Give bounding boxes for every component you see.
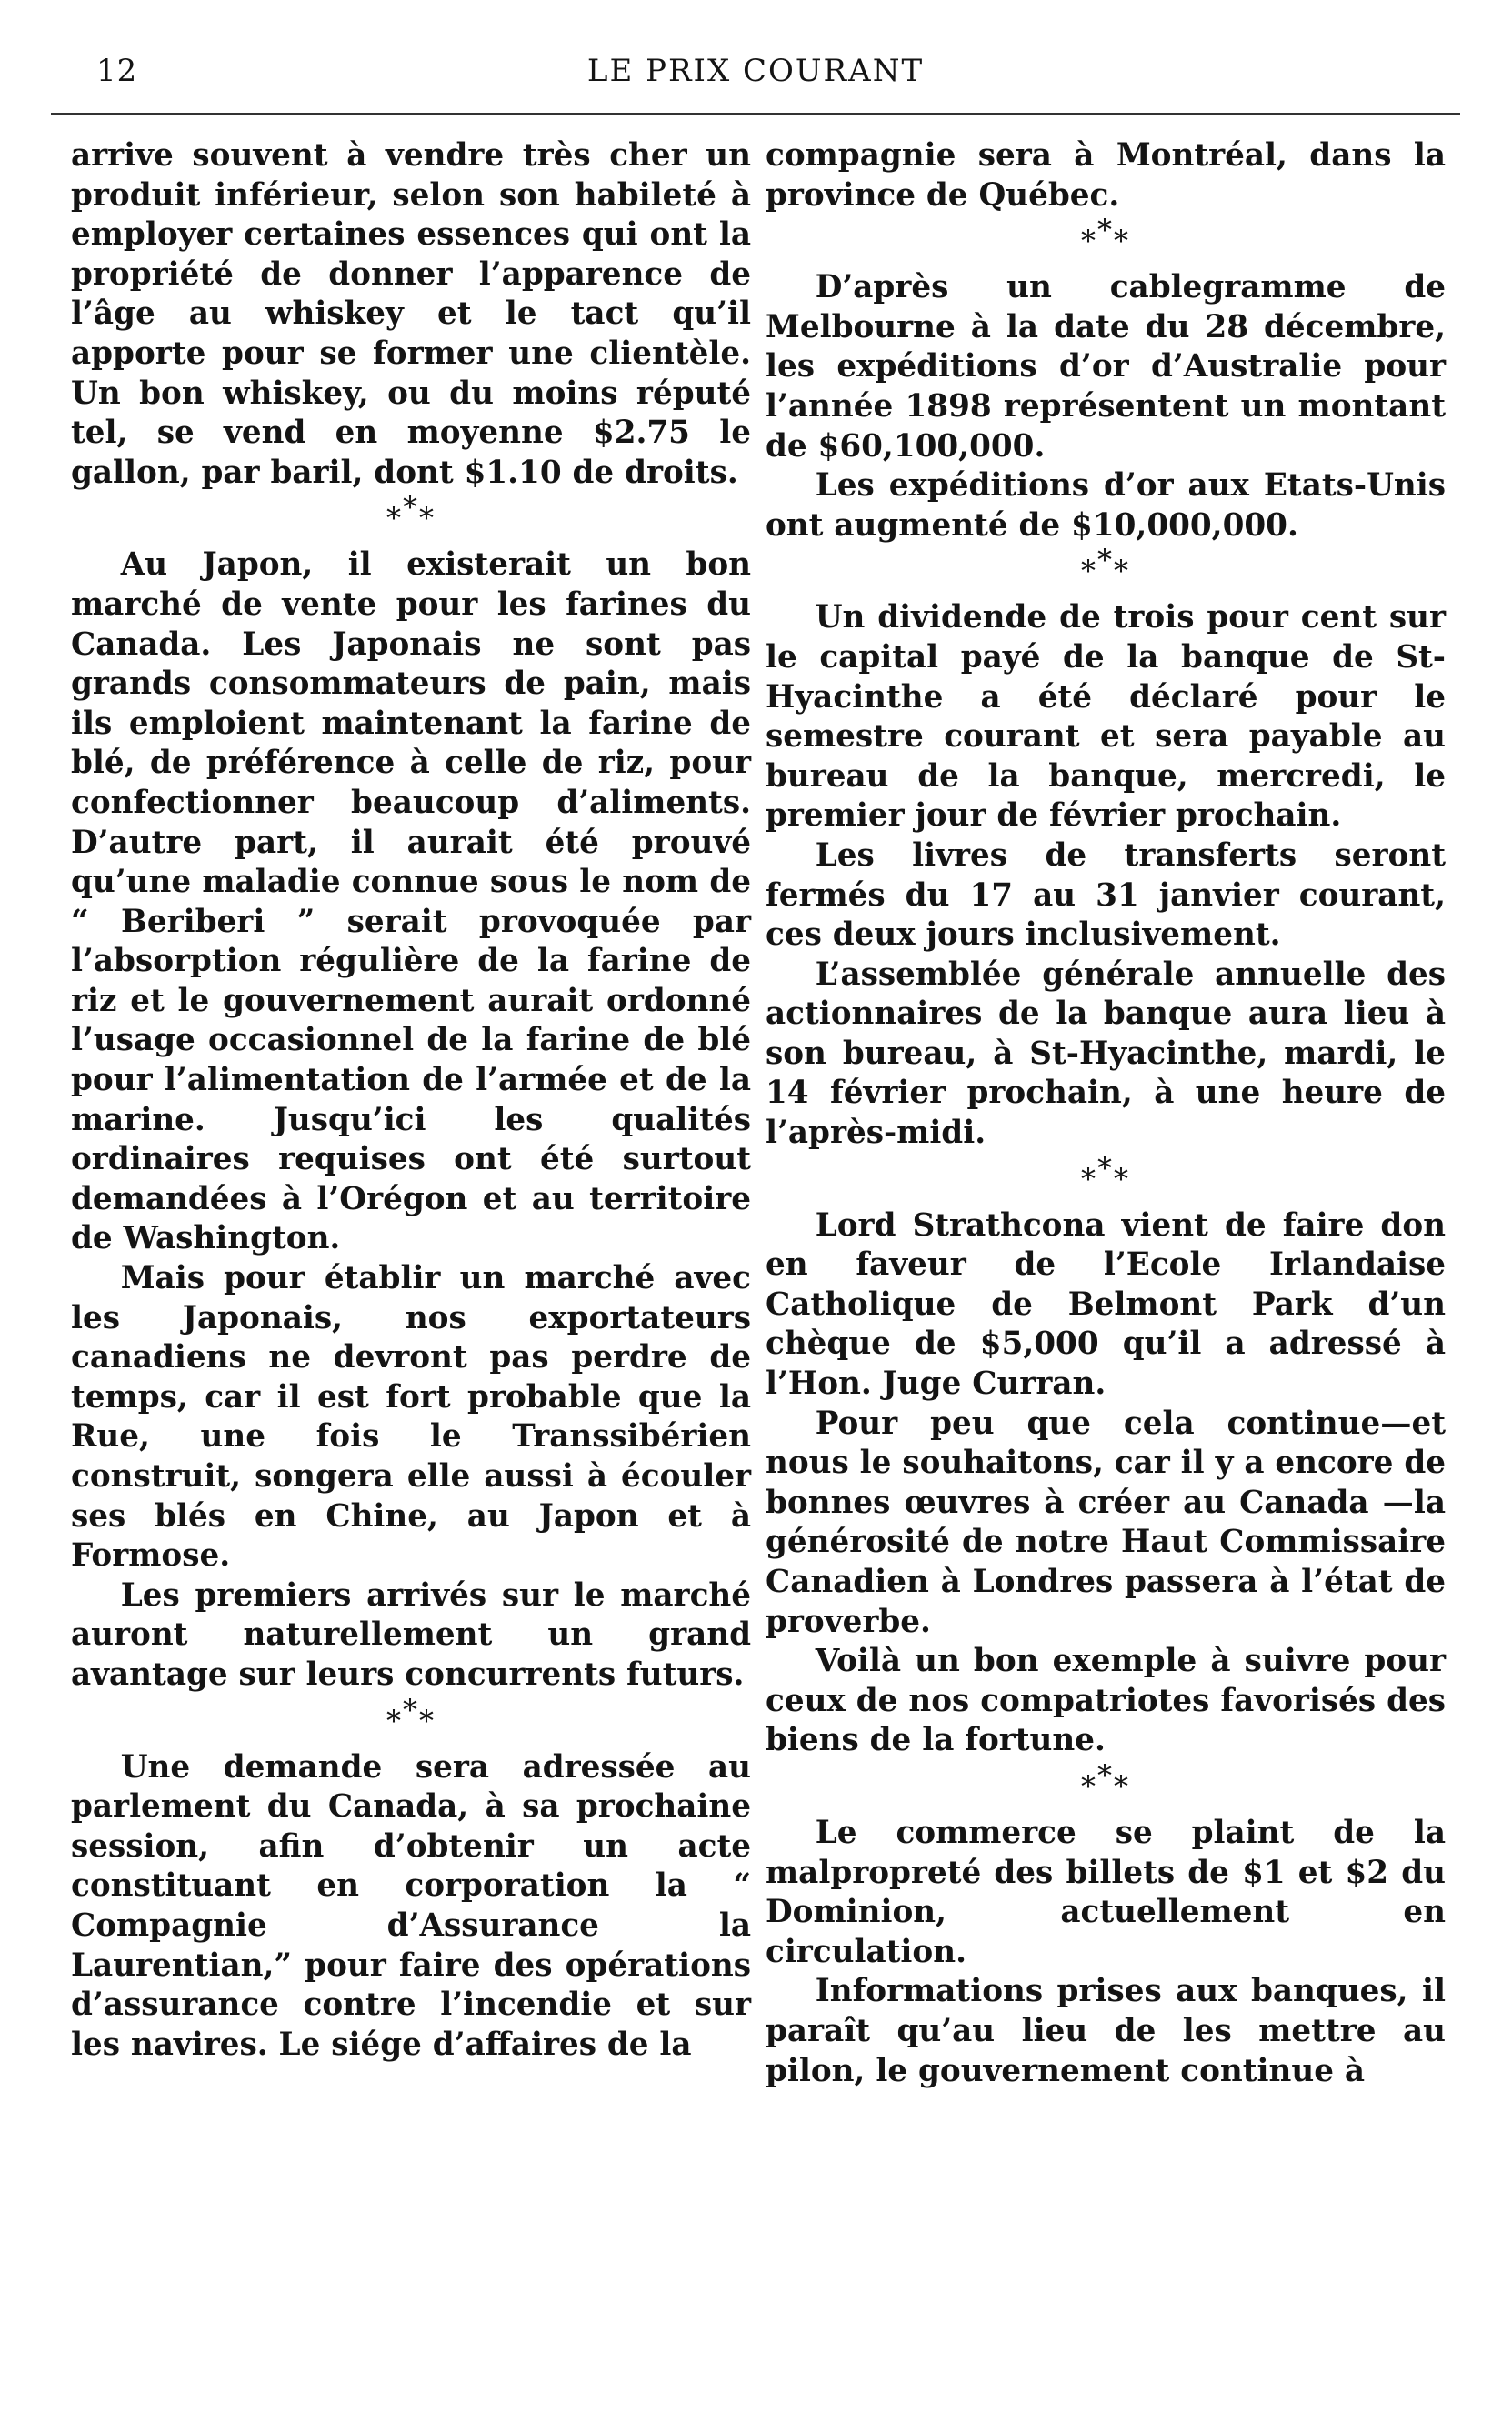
article-paragraph: Une demande sera adressée au parlement du Canada, à sa prochaine session, afin d’obtenir un acte constituant en corporation la “ Compagnie d’Assurance la Laurentian,” pour faire des opérations d’assurance contre l’incendie et sur les navires. Le siége d’affaires de la [71, 1748, 751, 2063]
article-paragraph: L’assemblée générale annuelle des actionnaires de la banque aura lieu à son bureau, à St-Hyacinthe, mardi, le 14 février prochain, à une heure de l’après-midi. [766, 956, 1446, 1152]
article-paragraph: Mais pour établir un marché avec les Japonais, nos exportateurs canadiens ne devront pas perdre de temps, car il est fort probable que la Rue, une fois le Transsibérien construit, songera elle aussi à écouler ses blés en Chine, au Japon et à Formose. [71, 1260, 751, 1575]
article-paragraph: Les expéditions d’or aux Etats-Unis ont augmenté de $10,000,000. [766, 467, 1446, 544]
article-paragraph: Voilà un bon exemple à suivre pour ceux de nos compatriotes favorisés des biens de la fortune. [766, 1643, 1446, 1759]
header-rule [51, 113, 1460, 115]
article-paragraph: Pour peu que cela continue—et nous le souhaitons, car il y a encore de bonnes œuvres à créer au Canada —la générosité de notre Haut Commissaire Canadien à Londres passera à l’état de proverbe. [766, 1405, 1446, 1640]
page-number: 12 [96, 53, 138, 89]
article-paragraph: D’après un cablegramme de Melbourne à la date du 28 décembre, les expéditions d’or d’Australie pour l’année 1898 représentent un montant de $60,100,000. [766, 269, 1446, 465]
section-separator: *** [1081, 1757, 1130, 1804]
article-paragraph: Informations prises aux banques, il paraît qu’au lieu de les mettre au pilon, le gouvernement continue à [766, 1973, 1446, 2089]
page-header [51, 53, 1460, 107]
section-separator: *** [386, 1692, 436, 1738]
left-column [71, 136, 751, 2065]
section-separator: *** [386, 490, 436, 536]
article-paragraph: Lord Strathcona vient de faire don en faveur de l’Ecole Irlandaise Catholique de Belmont Park d’un chèque de $5,000 qu’il a adressé à l’Hon. Juge Curran. [766, 1206, 1446, 1403]
section-separator: *** [1081, 543, 1130, 589]
article-paragraph: Les livres de transferts seront fermés du 17 au 31 janvier courant, ces deux jours inclusivement. [766, 836, 1446, 954]
journal-title: LE PRIX COURANT [586, 53, 925, 89]
article-paragraph: Les premiers arrivés sur le marché auront naturellement un grand avantage sur leurs concurrents futurs. [71, 1576, 751, 1693]
article-paragraph: Un dividende de trois pour cent sur le capital payé de la banque de St-Hyacinthe a été déclaré pour le semestre courant et sera payable au bureau de la banque, mercredi, le premier jour de février prochain. [766, 599, 1446, 835]
article-paragraph: arrive souvent à vendre très cher un produit inférieur, selon son habileté à employer certaines essences qui ont la propriété de donner l’apparence de l’âge au whiskey et le tact qu’il apporte pour se former une clientèle. Un bon whiskey, ou du moins réputé tel, se vend en moyenne $2.75 le gallon, par baril, dont $1.10 de droits. [71, 137, 751, 491]
right-column [766, 136, 1446, 2091]
article-paragraph: Au Japon, il existerait un bon marché de vente pour les farines du Canada. Les Japonais ne sont pas grands consommateurs de pain, mais ils emploient maintenant la farine de blé, de préférence à celle de riz, pour confectionner beaucoup d’aliments. D’autre part, il aurait été prouvé qu’une maladie connue sous le nom de “ Beriberi ” serait provoquée par l’absorption régulière de la farine de riz et le gouvernement aurait ordonné l’usage occasionnel de la farine de blé pour l’alimentation de l’armée et de la marine. Jusqu’ici les qualités ordinaires requises ont été surtout demandées à l’Orégon et au territoire de Washington. [71, 546, 751, 1257]
section-separator: *** [1081, 213, 1130, 259]
article-paragraph: compagnie sera à Montréal, dans la province de Québec. [766, 137, 1446, 214]
article-paragraph: Le commerce se plaint de la malpropreté des billets de $1 et $2 du Dominion, actuellement en circulation. [766, 1814, 1446, 1970]
section-separator: *** [1081, 1150, 1130, 1196]
